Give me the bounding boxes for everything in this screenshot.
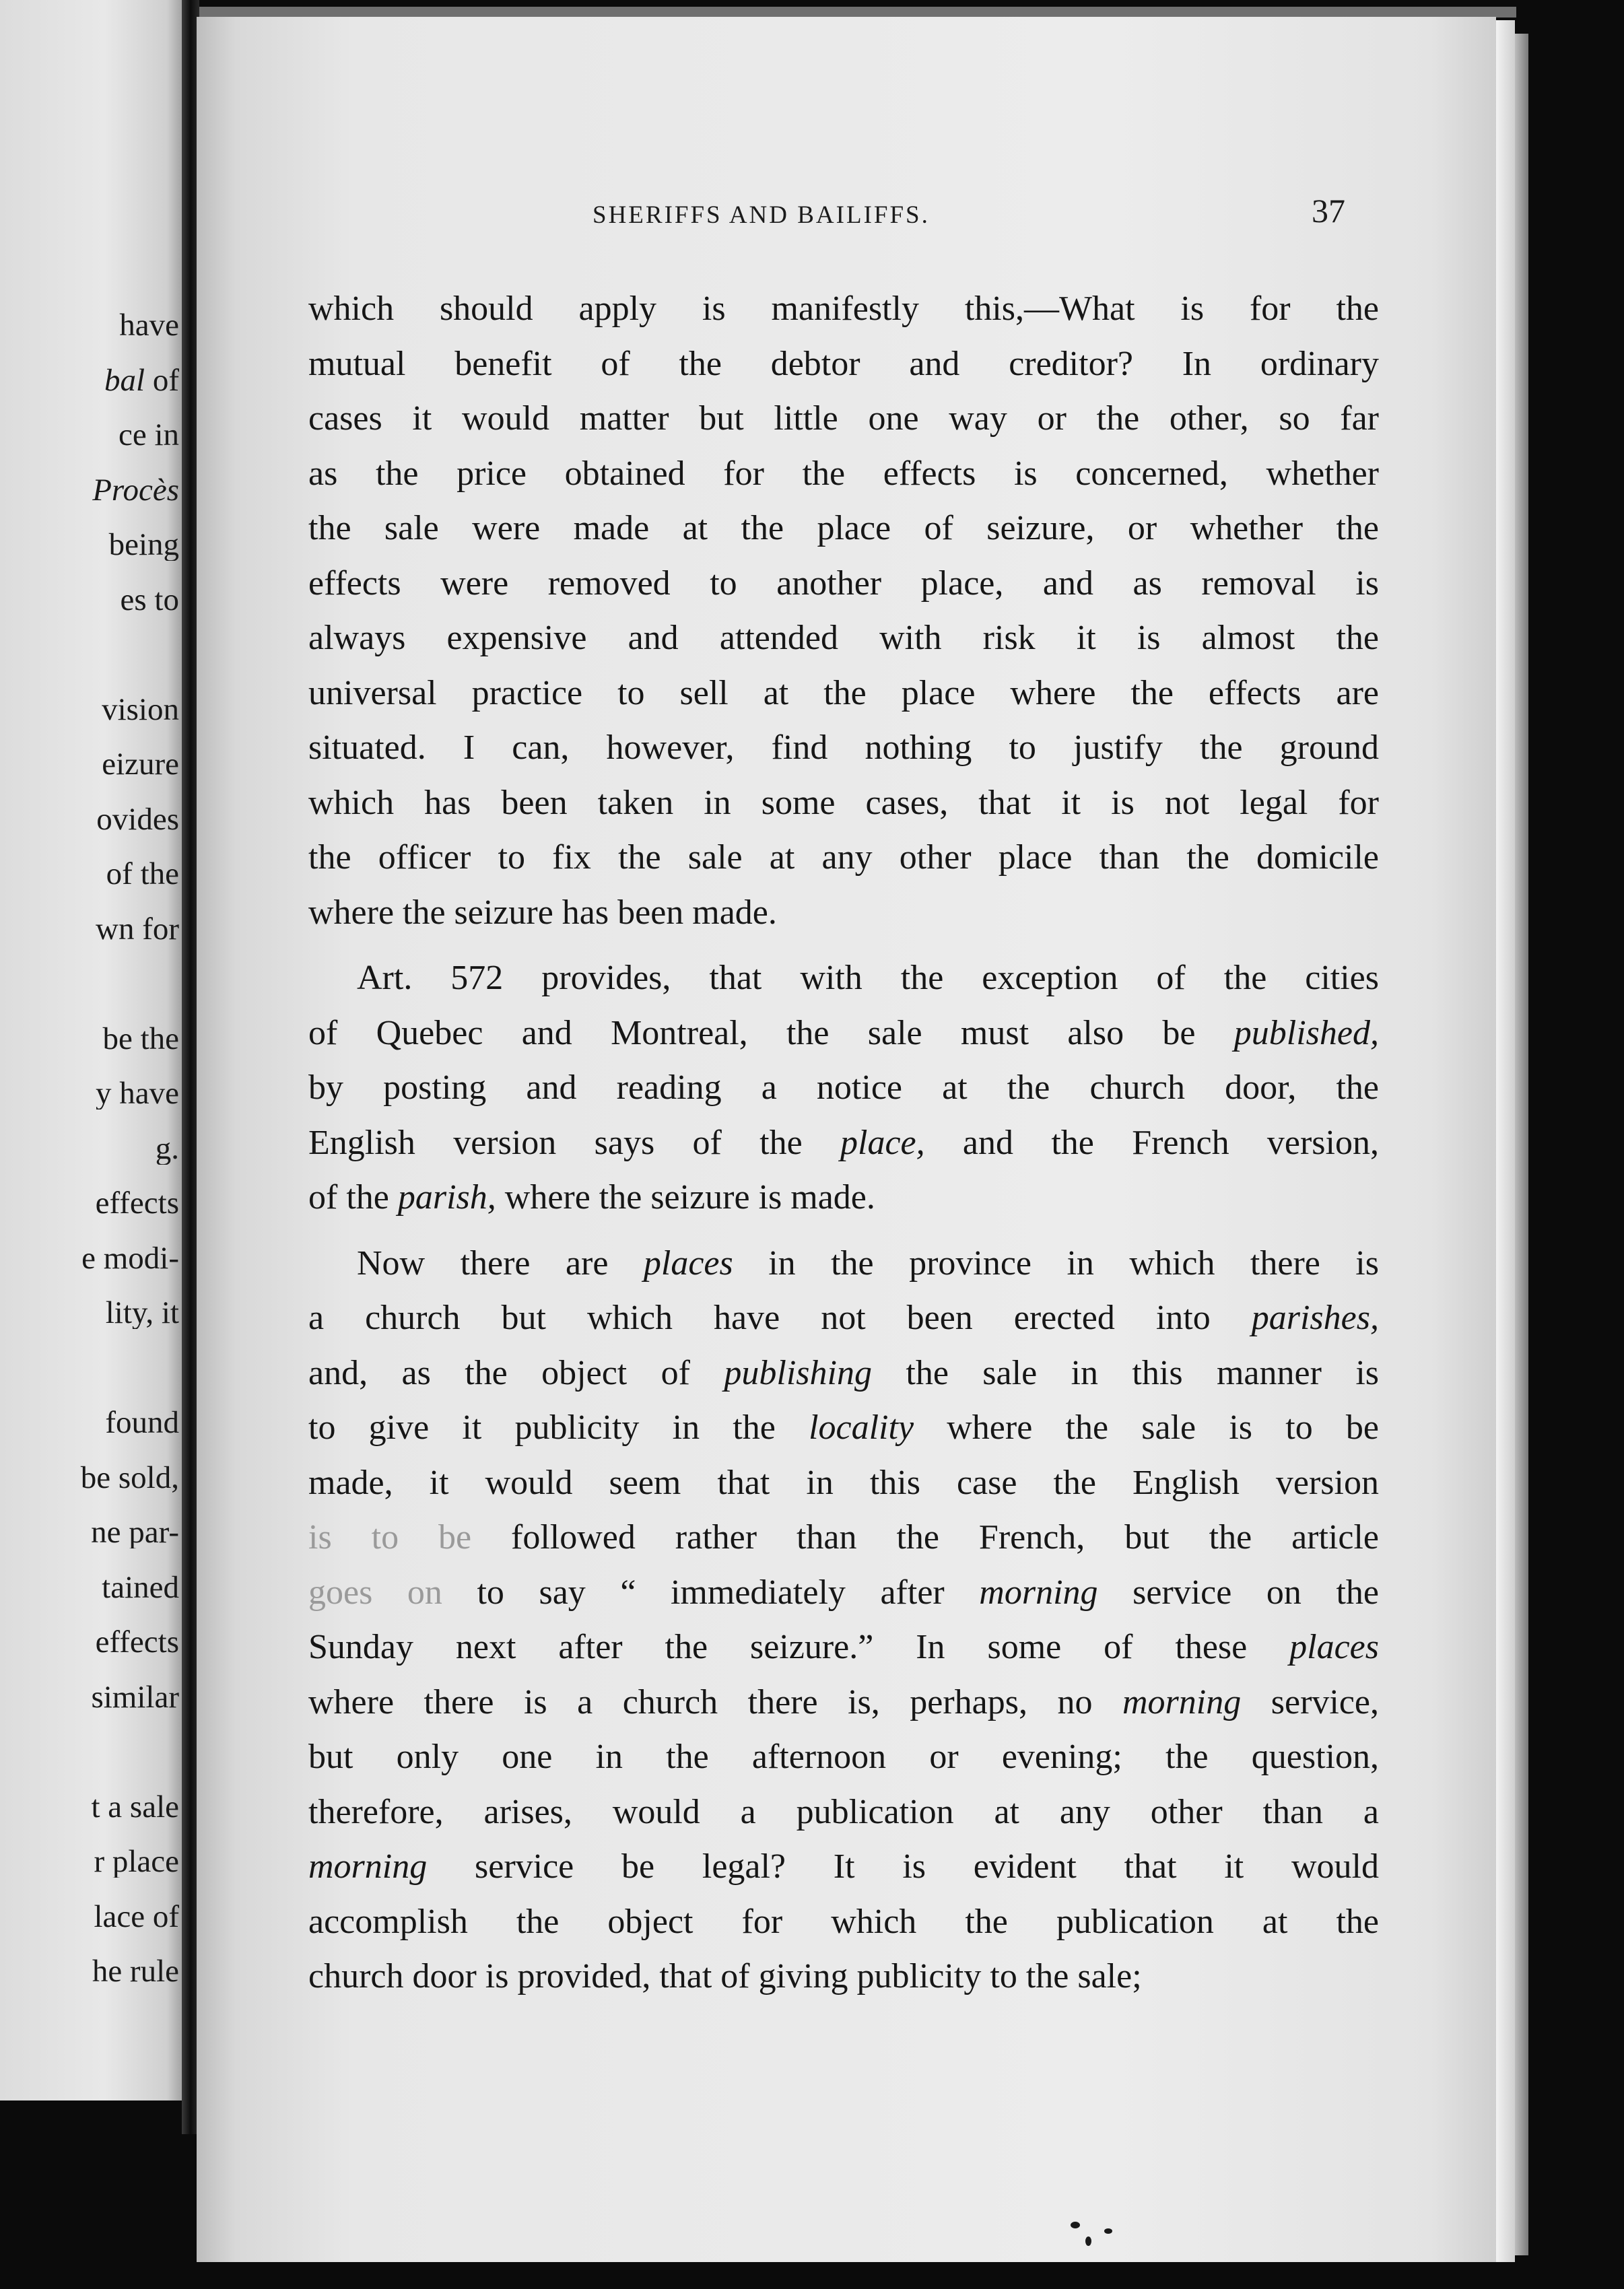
text-run: is to be xyxy=(308,1518,472,1557)
text-line xyxy=(308,446,1379,502)
text-run: and, as the object of xyxy=(308,1353,724,1392)
italic-run: parishes, xyxy=(1251,1299,1379,1337)
left-page-line: be sold, xyxy=(80,1462,179,1494)
left-page-line: y have xyxy=(96,1078,179,1109)
text-run: which should apply is manifestly this,—What is for the xyxy=(308,289,1379,328)
text-run: followed rather than the French, but the article xyxy=(471,1518,1379,1557)
italic-run: morning xyxy=(308,1847,428,1886)
text-run: cases it would matter but little one way or the other, so far xyxy=(308,399,1379,438)
text-line xyxy=(308,1675,1379,1730)
text-line xyxy=(308,1236,1379,1291)
paragraph xyxy=(308,281,1379,940)
italic-run: places xyxy=(1289,1628,1379,1666)
left-page-line: have xyxy=(119,310,179,341)
page-number: 37 xyxy=(1312,192,1345,230)
text-run: goes on xyxy=(308,1573,442,1612)
italic-run: morning xyxy=(979,1573,1098,1612)
italic-run: locality xyxy=(809,1408,914,1447)
page-edge-shadow xyxy=(1515,34,1528,2255)
text-run: to give it publicity in the xyxy=(308,1408,809,1447)
text-run: universal practice to sell at the place where the effects are xyxy=(308,673,1379,712)
text-run: church door is provided, that of giving publicity to the sale; xyxy=(308,1957,1142,1995)
page-body-text xyxy=(308,281,1379,2004)
italic-run: published, xyxy=(1233,1013,1379,1052)
italic-run: publishing xyxy=(724,1353,872,1392)
text-run: therefore, arises, would a publication at any other than a xyxy=(308,1792,1379,1831)
left-page-line: ovides xyxy=(96,803,179,835)
text-run: and the French version, xyxy=(924,1123,1379,1162)
text-line xyxy=(308,951,1379,1006)
left-page-line: he rule xyxy=(92,1956,179,1987)
text-run: Art. 572 provides, that with the exception of the cities xyxy=(357,959,1379,997)
text-run: in the province in which there is xyxy=(733,1243,1379,1283)
text-run: where there is a church there is, perhaps, no xyxy=(308,1682,1122,1721)
left-page-line xyxy=(0,365,179,397)
text-line xyxy=(308,720,1379,776)
scanner-top-edge xyxy=(197,7,1516,18)
paragraph xyxy=(308,951,1379,1225)
left-page-italic-run: Procès xyxy=(92,474,179,506)
text-line xyxy=(308,885,1379,941)
left-page-line: lity, it xyxy=(105,1297,179,1329)
italic-run: parish, xyxy=(397,1178,496,1217)
text-line xyxy=(308,666,1379,721)
page-edge xyxy=(1496,20,1515,2262)
text-run: the sale were made at the place of seizure, or whether the xyxy=(308,509,1379,547)
italic-run: morning xyxy=(1122,1682,1242,1721)
text-run: English version says of the xyxy=(308,1123,840,1162)
text-run: the officer to fix the sale at any other place than the domicile xyxy=(308,838,1379,877)
left-page-line: eizure xyxy=(102,749,179,780)
left-page-line: t a sale xyxy=(91,1791,179,1823)
text-line xyxy=(308,1894,1379,1950)
scan-speck xyxy=(1085,2236,1091,2246)
text-line xyxy=(308,830,1379,885)
text-run: service be legal? It is evident that it would xyxy=(427,1847,1379,1886)
text-line xyxy=(308,611,1379,666)
paragraph xyxy=(308,1236,1379,2004)
left-page-line: of the xyxy=(106,858,179,890)
text-line xyxy=(308,1116,1379,1171)
italic-run: places xyxy=(643,1243,733,1283)
text-run: situated. I can, however, find nothing to justify the ground xyxy=(308,728,1379,767)
text-run: as the price obtained for the effects is concerned, whether xyxy=(308,454,1379,493)
text-run: by posting and reading a notice at the church door, the xyxy=(308,1068,1379,1107)
text-run: to say “ immediately after xyxy=(442,1573,980,1612)
text-line xyxy=(308,1949,1379,2004)
text-line xyxy=(308,1346,1379,1401)
left-page-line: found xyxy=(105,1407,179,1439)
left-page-line: being xyxy=(108,529,179,561)
text-line xyxy=(308,776,1379,831)
text-line xyxy=(308,1565,1379,1620)
text-line xyxy=(308,1400,1379,1456)
left-page-line: vision xyxy=(102,693,179,726)
text-line xyxy=(308,1839,1379,1894)
left-page-italic-run: bal xyxy=(104,364,145,397)
left-page-line: e modi- xyxy=(81,1242,179,1274)
left-page-line: be the xyxy=(102,1023,179,1055)
text-line xyxy=(308,1785,1379,1840)
text-run: of Quebec and Montreal, the sale must also be xyxy=(308,1013,1234,1052)
text-run: accomplish the object for which the publication at the xyxy=(308,1902,1379,1941)
left-page-line: effects xyxy=(95,1627,179,1658)
text-line xyxy=(308,1730,1379,1785)
left-page-line: r place xyxy=(94,1846,179,1878)
text-run: Sunday next after the seizure.” In some of these xyxy=(308,1628,1290,1666)
left-page xyxy=(0,0,190,2100)
text-line xyxy=(308,1006,1379,1061)
left-page-line: g. xyxy=(155,1132,179,1165)
left-page-line: es to xyxy=(120,584,179,616)
text-line xyxy=(308,337,1379,392)
text-run: service on the xyxy=(1097,1573,1379,1612)
text-line xyxy=(308,1060,1379,1116)
left-page-line: wn for xyxy=(96,913,179,945)
italic-run: place, xyxy=(840,1123,925,1162)
text-line xyxy=(308,1510,1379,1565)
text-run: of the xyxy=(308,1178,398,1217)
text-line xyxy=(308,1620,1379,1675)
left-page-text-run: of xyxy=(145,364,179,397)
text-line xyxy=(308,556,1379,611)
text-run: where the sale is to be xyxy=(914,1408,1379,1447)
text-run: effects were removed to another place, and as removal is xyxy=(308,563,1379,603)
text-line xyxy=(308,1456,1379,1511)
text-run: where the seizure is made. xyxy=(496,1178,875,1217)
text-run: mutual benefit of the debtor and creditor? In ordinary xyxy=(308,344,1379,383)
text-run: but only one in the afternoon or evening; the question, xyxy=(308,1738,1379,1776)
scan-speck xyxy=(1104,2228,1112,2234)
text-run: a church but which have not been erected into xyxy=(308,1299,1252,1337)
left-page-line xyxy=(0,475,179,506)
left-page-line: effects xyxy=(95,1188,179,1219)
left-page-line: similar xyxy=(91,1681,179,1713)
left-page-line: lace of xyxy=(94,1901,179,1933)
text-run: where the seizure has been made. xyxy=(308,893,777,932)
text-run: service, xyxy=(1241,1682,1379,1721)
left-page-line: ce in xyxy=(118,419,179,451)
text-run: the sale in this manner is xyxy=(871,1353,1379,1392)
text-line xyxy=(308,281,1379,337)
text-run: which has been taken in some cases, that it is not legal for xyxy=(308,783,1379,822)
left-page-line: ne par- xyxy=(91,1517,179,1548)
text-line xyxy=(308,1291,1379,1346)
text-line xyxy=(308,1170,1379,1225)
text-run: Now there are xyxy=(357,1243,644,1283)
left-page-line: tained xyxy=(102,1571,179,1604)
text-run: made, it would seem that in this case the English version xyxy=(308,1463,1379,1502)
running-head: SHERIFFS AND BAILIFFS. xyxy=(593,201,930,229)
scan-speck xyxy=(1071,2222,1080,2228)
text-line xyxy=(308,501,1379,556)
text-line xyxy=(308,391,1379,446)
text-run: always expensive and attended with risk it is almost the xyxy=(308,619,1379,657)
